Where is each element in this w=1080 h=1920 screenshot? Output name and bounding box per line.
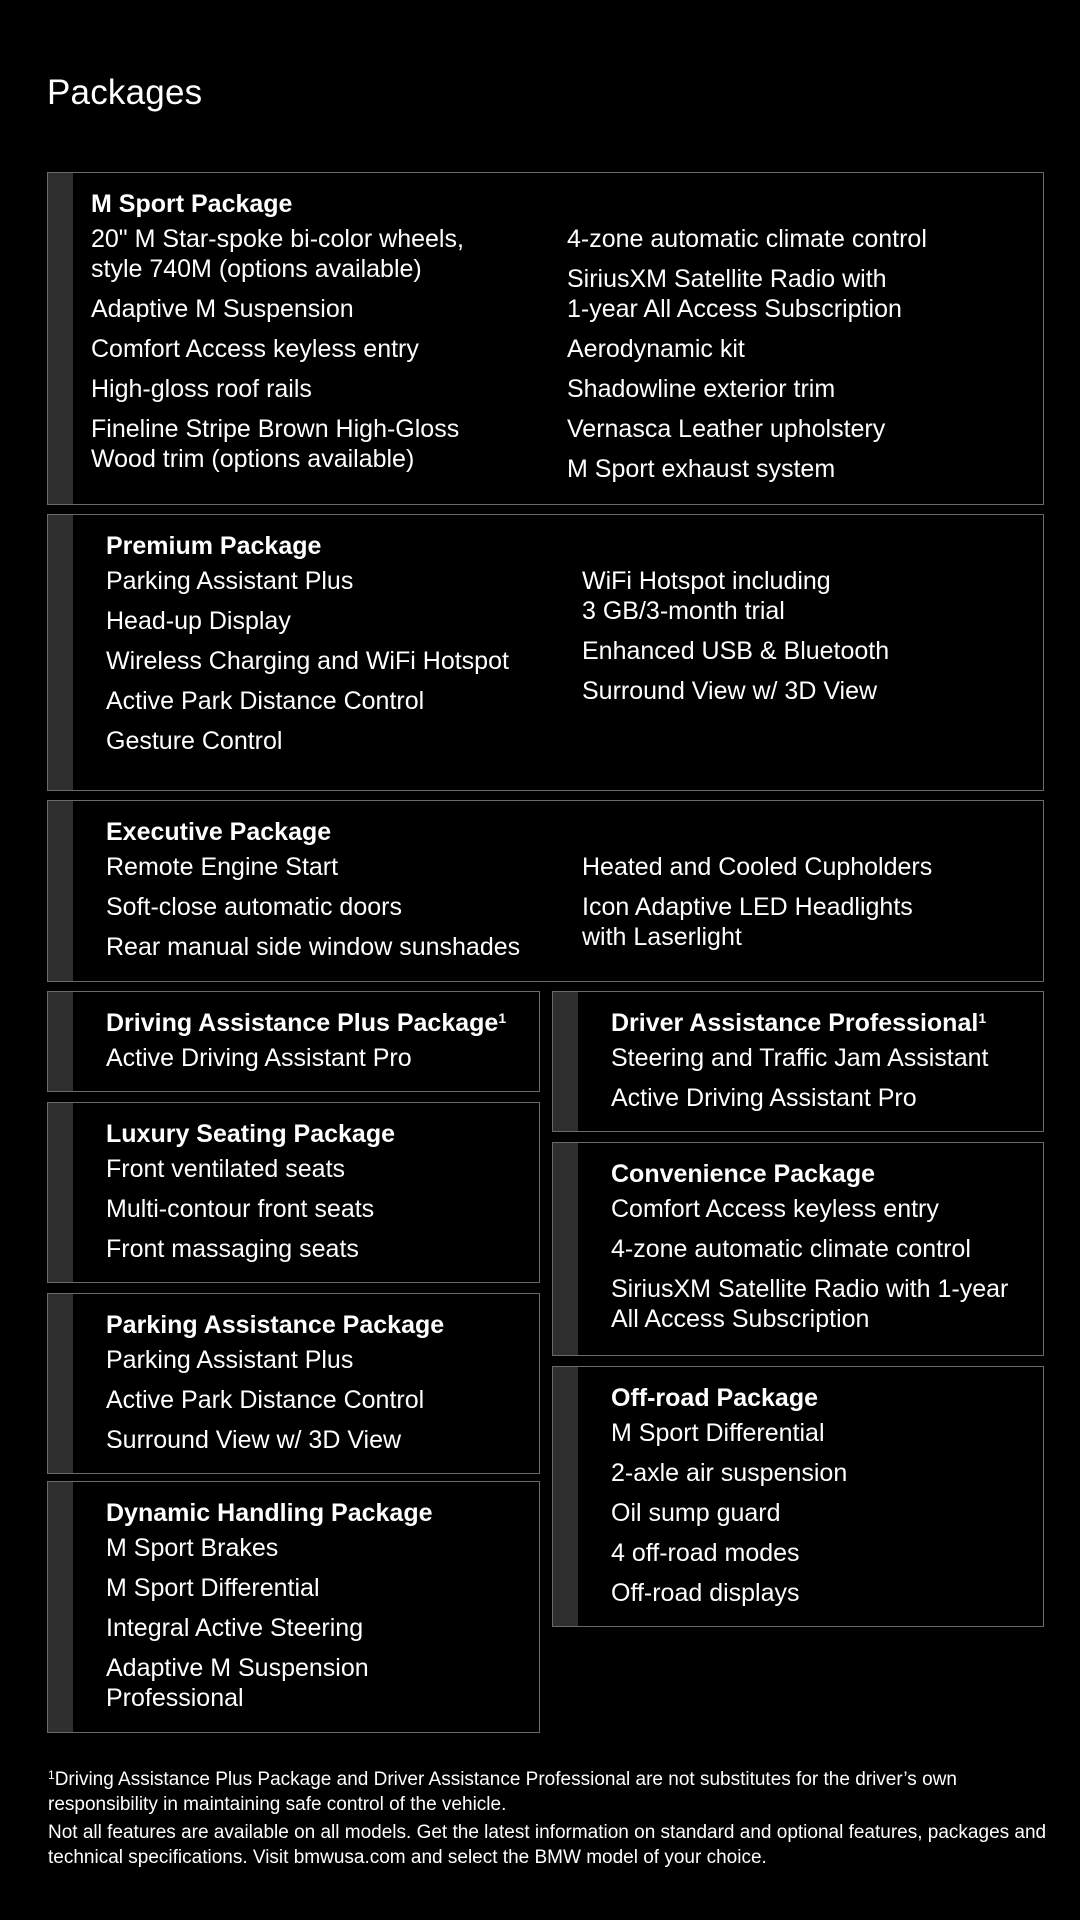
package-title: M Sport Package <box>91 190 293 218</box>
feature-item: WiFi Hotspot including 3 GB/3-month trial <box>582 567 831 625</box>
feature-item: M Sport Differential <box>611 1419 825 1447</box>
feature-item: 20" M Star-spoke bi-color wheels, style 740M (options available) <box>91 225 464 283</box>
feature-item: Oil sump guard <box>611 1499 781 1527</box>
feature-item: Front ventilated seats <box>106 1155 346 1183</box>
feature-item: M Sport exhaust system <box>567 455 836 483</box>
feature-item: Active Park Distance Control <box>106 1386 425 1414</box>
feature-item: Rear manual side window sunshades <box>106 933 521 961</box>
feature-item: 4-zone automatic climate control <box>567 225 927 253</box>
feature-item: Remote Engine Start <box>106 853 339 881</box>
feature-item: Integral Active Steering <box>106 1614 364 1642</box>
feature-item: Front massaging seats <box>106 1235 359 1263</box>
feature-item: Steering and Traffic Jam Assistant <box>611 1044 989 1072</box>
page-title: Packages <box>47 73 203 112</box>
feature-item: Surround View w/ 3D View <box>582 677 878 705</box>
package-accent-bar <box>553 1367 578 1626</box>
feature-item: Head-up Display <box>106 607 291 635</box>
luxury-seating-package <box>47 1102 540 1283</box>
feature-item: Active Driving Assistant Pro <box>106 1044 412 1072</box>
feature-item: Aerodynamic kit <box>567 335 745 363</box>
package-accent-bar <box>553 992 578 1131</box>
package-accent-bar <box>48 1294 73 1473</box>
package-accent-bar <box>48 1103 73 1282</box>
footnote-2: Not all features are available on all models. Get the latest information on standard and optional features, packages and technical specifications. Visit bmwusa.com and select the BMW model of your choice. <box>48 1822 1047 1868</box>
feature-item: Fineline Stripe Brown High-Gloss Wood trim (options available) <box>91 415 460 473</box>
parking-assistance-package <box>47 1293 540 1474</box>
footnote-marker: 1 <box>978 1010 987 1026</box>
feature-item: Multi-contour front seats <box>106 1195 375 1223</box>
footnote-1: $^1$Driving Assistance Plus Package and Driver Assistance Professional are not substitutes for the driver’s own responsibility in maintaining safe control of the vehicle. <box>48 1768 957 1815</box>
package-accent-bar <box>48 992 73 1091</box>
package-title: Off-road Package <box>611 1384 819 1412</box>
package-accent-bar <box>48 515 73 790</box>
feature-item: M Sport Differential <box>106 1574 320 1602</box>
feature-item: SiriusXM Satellite Radio with 1-year All Access Subscription <box>611 1275 1009 1333</box>
feature-item: Soft-close automatic doors <box>106 893 402 921</box>
feature-item: Active Park Distance Control <box>106 687 425 715</box>
footnote-marker: 1 <box>498 1010 507 1026</box>
package-title: Dynamic Handling Package <box>106 1499 433 1527</box>
feature-item: 4 off-road modes <box>611 1539 800 1567</box>
feature-item: Parking Assistant Plus <box>106 567 354 595</box>
footnote-marker: 1 <box>48 1768 55 1782</box>
feature-item: Vernasca Leather upholstery <box>567 415 886 443</box>
feature-item: Icon Adaptive LED Headlights with Laserlight <box>582 893 913 951</box>
premium-package <box>47 514 1044 791</box>
feature-item: Off-road displays <box>611 1579 800 1607</box>
feature-item: Comfort Access keyless entry <box>611 1195 939 1223</box>
package-title: Executive Package <box>106 818 332 846</box>
feature-item: Comfort Access keyless entry <box>91 335 419 363</box>
driving-assistance-plus-package <box>47 991 540 1092</box>
package-title: Convenience Package <box>611 1160 876 1188</box>
package-accent-bar <box>48 173 73 504</box>
package-title: Premium Package <box>106 532 322 560</box>
feature-item: Adaptive M Suspension <box>91 295 354 323</box>
package-accent-bar <box>48 1482 73 1732</box>
package-title: Driving Assistance Plus Package$^1$ <box>106 1009 507 1037</box>
driver-assistance-professional-package <box>552 991 1044 1132</box>
package-title: Luxury Seating Package <box>106 1120 396 1148</box>
feature-item: Parking Assistant Plus <box>106 1346 354 1374</box>
package-accent-bar <box>553 1143 578 1355</box>
m-sport-package <box>47 172 1044 505</box>
feature-item: 4-zone automatic climate control <box>611 1235 971 1263</box>
package-accent-bar <box>48 801 73 981</box>
feature-item: Shadowline exterior trim <box>567 375 836 403</box>
convenience-package <box>552 1142 1044 1356</box>
feature-item: SiriusXM Satellite Radio with 1-year All Access Subscription <box>567 265 902 323</box>
feature-item: Adaptive M Suspension Professional <box>106 1654 369 1712</box>
feature-item: Surround View w/ 3D View <box>106 1426 402 1454</box>
package-title: Parking Assistance Package <box>106 1311 445 1339</box>
feature-item: Heated and Cooled Cupholders <box>582 853 933 881</box>
feature-item: 2-axle air suspension <box>611 1459 848 1487</box>
feature-item: Wireless Charging and WiFi Hotspot <box>106 647 509 675</box>
package-title: Driver Assistance Professional$^1$ <box>611 1009 987 1037</box>
feature-item: M Sport Brakes <box>106 1534 279 1562</box>
dynamic-handling-package <box>47 1481 540 1733</box>
feature-item: High-gloss roof rails <box>91 375 312 403</box>
feature-item: Gesture Control <box>106 727 283 755</box>
executive-package <box>47 800 1044 982</box>
feature-item: Enhanced USB & Bluetooth <box>582 637 890 665</box>
feature-item: Active Driving Assistant Pro <box>611 1084 917 1112</box>
footnotes <box>48 1767 1048 1873</box>
off-road-package <box>552 1366 1044 1627</box>
